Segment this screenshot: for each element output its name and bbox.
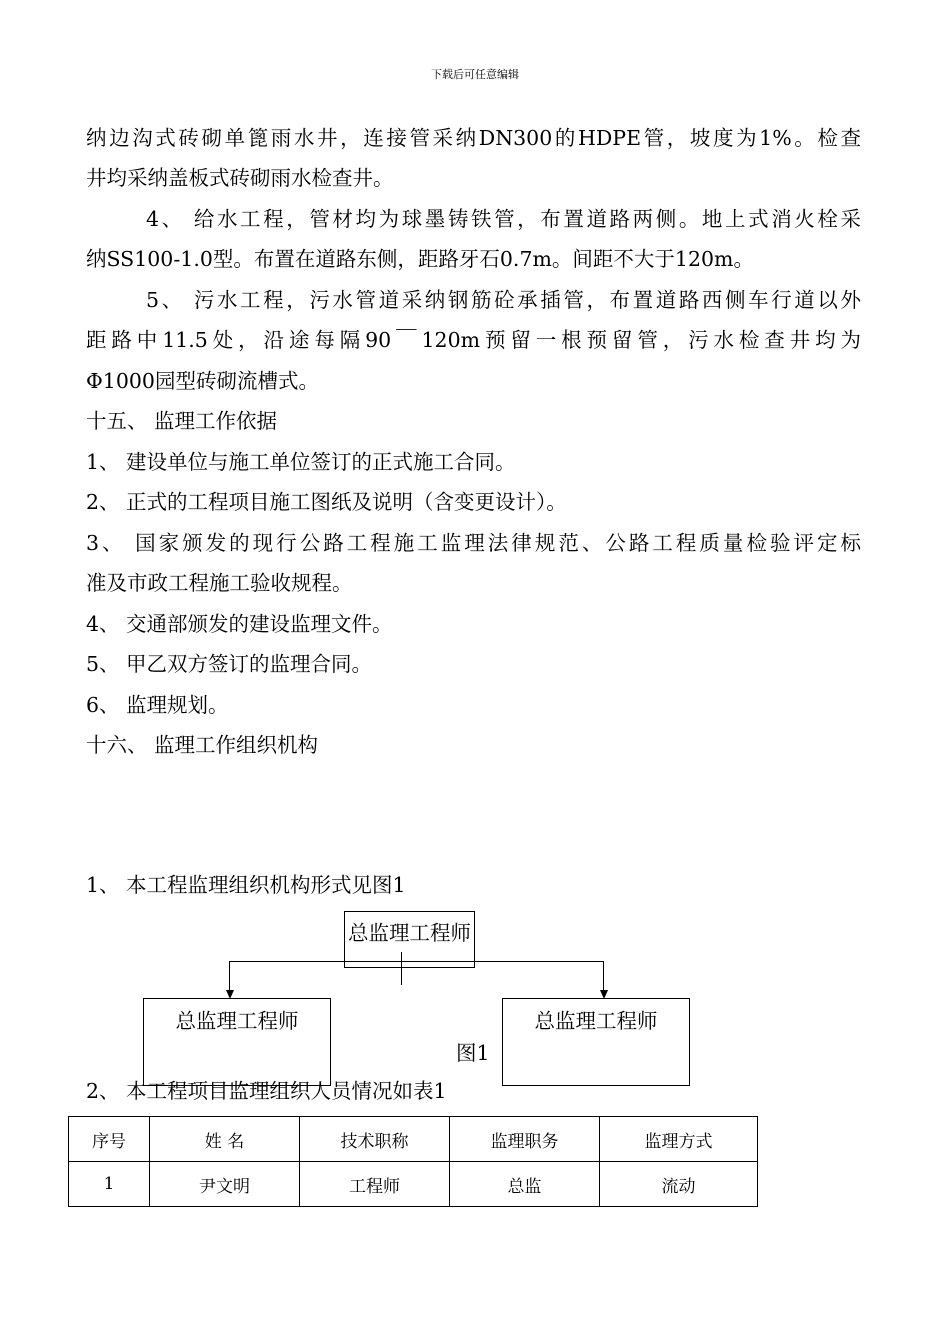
org-right-box-label: 总监理工程师 bbox=[534, 1009, 658, 1033]
list-item: 4、 交通部颁发的建设监理文件。 bbox=[86, 612, 393, 636]
list-item: 2、 正式的工程项目施工图纸及说明（含变更设计）。 bbox=[86, 490, 567, 514]
list-item: 3、 国家颁发的现行公路工程施工监理法律规范、公路工程质量检验评定标 bbox=[86, 531, 861, 555]
table-cell: 尹文明 bbox=[150, 1162, 300, 1207]
page-header: 下载后可任意编辑 bbox=[431, 68, 519, 81]
table-row bbox=[69, 1162, 758, 1207]
org-connector-left bbox=[229, 961, 230, 991]
org-connector-vertical bbox=[401, 952, 402, 985]
section-heading: 十六、 监理工作组织机构 bbox=[86, 733, 319, 757]
table-header-cell: 姓 名 bbox=[150, 1117, 300, 1162]
table-cell: 总监 bbox=[450, 1162, 600, 1207]
table-cell: 流动 bbox=[600, 1162, 758, 1207]
table-cell: 工程师 bbox=[300, 1162, 450, 1207]
figure-caption: 图1 bbox=[456, 1041, 490, 1065]
staff-table bbox=[68, 1116, 758, 1207]
org-top-box bbox=[344, 911, 475, 968]
body-line: Φ1000园型砖砌流槽式。 bbox=[86, 369, 319, 393]
list-item: 6、 监理规划。 bbox=[86, 693, 229, 717]
table-header-row bbox=[69, 1117, 758, 1162]
table-header-cell: 监理职务 bbox=[450, 1117, 600, 1162]
body-line: 纳边沟式砖砌单篦雨水井，连接管采纳DN300的HDPE管，坡度为1%。检查 bbox=[86, 126, 861, 150]
org-top-box-label: 总监理工程师 bbox=[348, 921, 471, 945]
org-right-box bbox=[502, 998, 690, 1086]
table-header-cell: 监理方式 bbox=[600, 1117, 758, 1162]
table-header-cell: 技术职称 bbox=[300, 1117, 450, 1162]
section-heading: 十五、 监理工作依据 bbox=[86, 409, 278, 433]
table-cell: 1 bbox=[69, 1162, 150, 1207]
org-left-box-label: 总监理工程师 bbox=[175, 1009, 299, 1033]
body-line: 4、 给水工程，管材均为球墨铸铁管，布置道路两侧。地上式消火栓采 bbox=[146, 207, 861, 231]
body-line: 井均采纳盖板式砖砌雨水检查井。 bbox=[86, 166, 394, 190]
list-item: 5、 甲乙双方签订的监理合同。 bbox=[86, 652, 373, 676]
org-left-box bbox=[143, 998, 331, 1086]
body-line: 距路中11.5处，沿途每隔90￣120m预留一根预留管，污水检查井均为 bbox=[86, 328, 861, 352]
list-item-continued: 准及市政工程施工验收规程。 bbox=[86, 571, 353, 595]
org-connector-horizontal bbox=[229, 961, 604, 962]
body-line: 纳SS100-1.0型。布置在道路东侧，距路牙石0.7m。间距不大于120m。 bbox=[86, 247, 754, 271]
body-line: 5、 污水工程，污水管道采纳钢筋砼承插管，布置道路西侧车行道以外 bbox=[146, 288, 861, 312]
table-header-cell: 序号 bbox=[69, 1117, 150, 1162]
list-item: 1、 本工程监理组织机构形式见图1 bbox=[86, 873, 406, 897]
list-item: 1、 建设单位与施工单位签订的正式施工合同。 bbox=[86, 450, 516, 474]
list-item: 2、 本工程项目监理组织人员情况如表1 bbox=[86, 1079, 447, 1103]
org-connector-right bbox=[603, 961, 604, 991]
